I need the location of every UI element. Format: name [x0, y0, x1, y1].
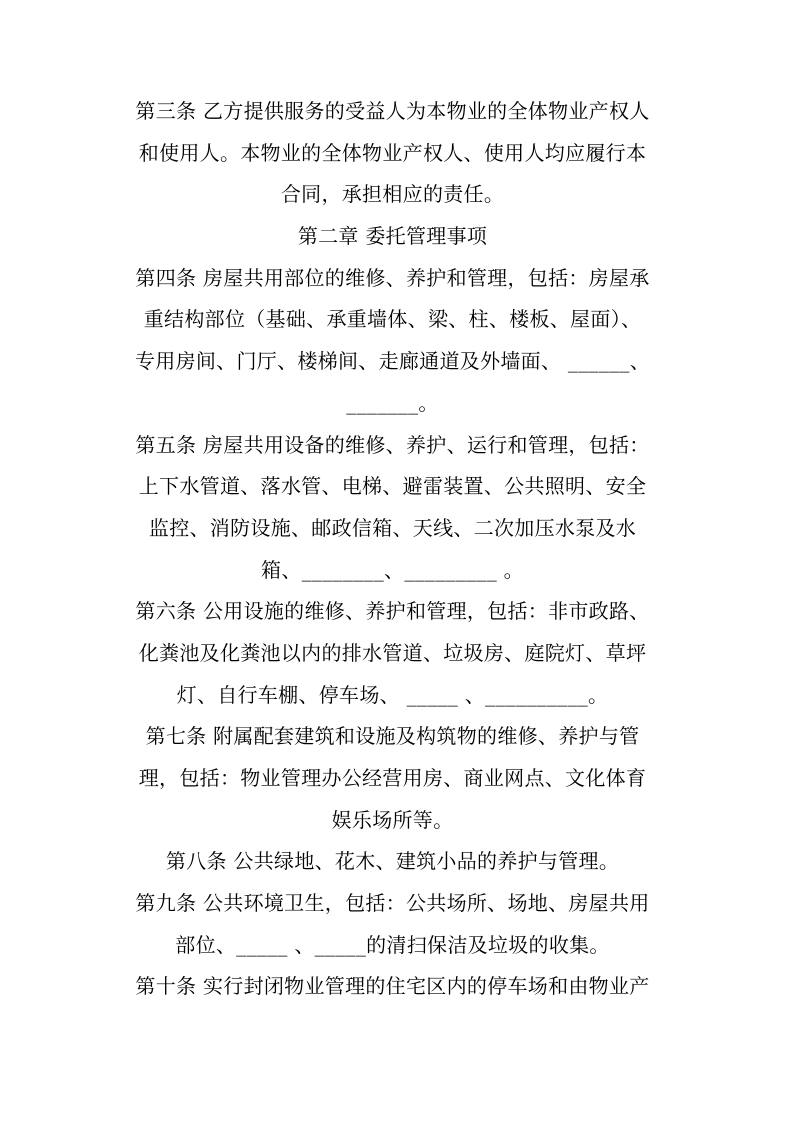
document-body	[120, 91, 665, 1008]
article-7-line-1: 第七条 附属配套建筑和设施及构筑物的维修、养护与管	[145, 724, 640, 749]
article-6-line-1: 第六条 公用设施的维修、养护和管理，包括：非市政路、	[135, 599, 650, 624]
article-4-line-4: _______。	[346, 390, 439, 415]
article-10-line-1: 第十条 实行封闭物业管理的住宅区内的停车场和由物业产	[135, 974, 650, 999]
article-4-line-2: 重结构部位（基础、承重墙体、梁、柱、楼板、屋面）、	[143, 307, 642, 332]
article-5-line-1: 第五条 房屋共用设备的维修、养护、运行和管理，包括：	[135, 432, 650, 457]
article-8-line-1: 第八条 公共绿地、花木、建筑小品的养护与管理。	[165, 849, 620, 874]
article-9-line-2: 部位、_____ 、_____的清扫保洁及垃圾的收集。	[175, 932, 610, 957]
article-4-line-1: 第四条 房屋共用部位的维修、养护和管理，包括：房屋承	[135, 265, 650, 290]
article-6-line-3: 灯、自行车棚、停车场、 _____ 、__________。	[176, 682, 609, 707]
article-3-line-3: 合同，承担相应的责任。	[280, 182, 505, 207]
article-6-line-2: 化粪池及化粪池以内的排水管道、垃圾房、庭院灯、草坪	[138, 640, 647, 665]
article-5-line-2: 上下水管道、落水管、电梯、避雷装置、公共照明、安全	[138, 474, 647, 499]
article-7-line-3: 娱乐场所等。	[331, 807, 454, 832]
chapter-2-heading: 第二章 委托管理事项	[297, 224, 488, 249]
article-4-line-3: 专用房间、门厅、楼梯间、走廊通道及外墙面、 ______、	[134, 349, 651, 374]
article-7-line-2: 理，包括：物业管理办公经营用房、商业网点、文化体育	[138, 766, 647, 790]
article-9-line-1: 第九条 公共环境卫生，包括：公共场所、场地、房屋共用	[135, 891, 650, 916]
article-5-line-3: 监控、消防设施、邮政信箱、天线、二次加压水泵及水	[148, 515, 637, 540]
article-5-line-4: 箱、________、_________ 。	[261, 557, 524, 582]
article-3-line-2: 和使用人。本物业的全体物业产权人、使用人均应履行本	[138, 140, 647, 165]
article-3-line-1: 第三条 乙方提供服务的受益人为本物业的全体物业产权人	[135, 99, 650, 123]
